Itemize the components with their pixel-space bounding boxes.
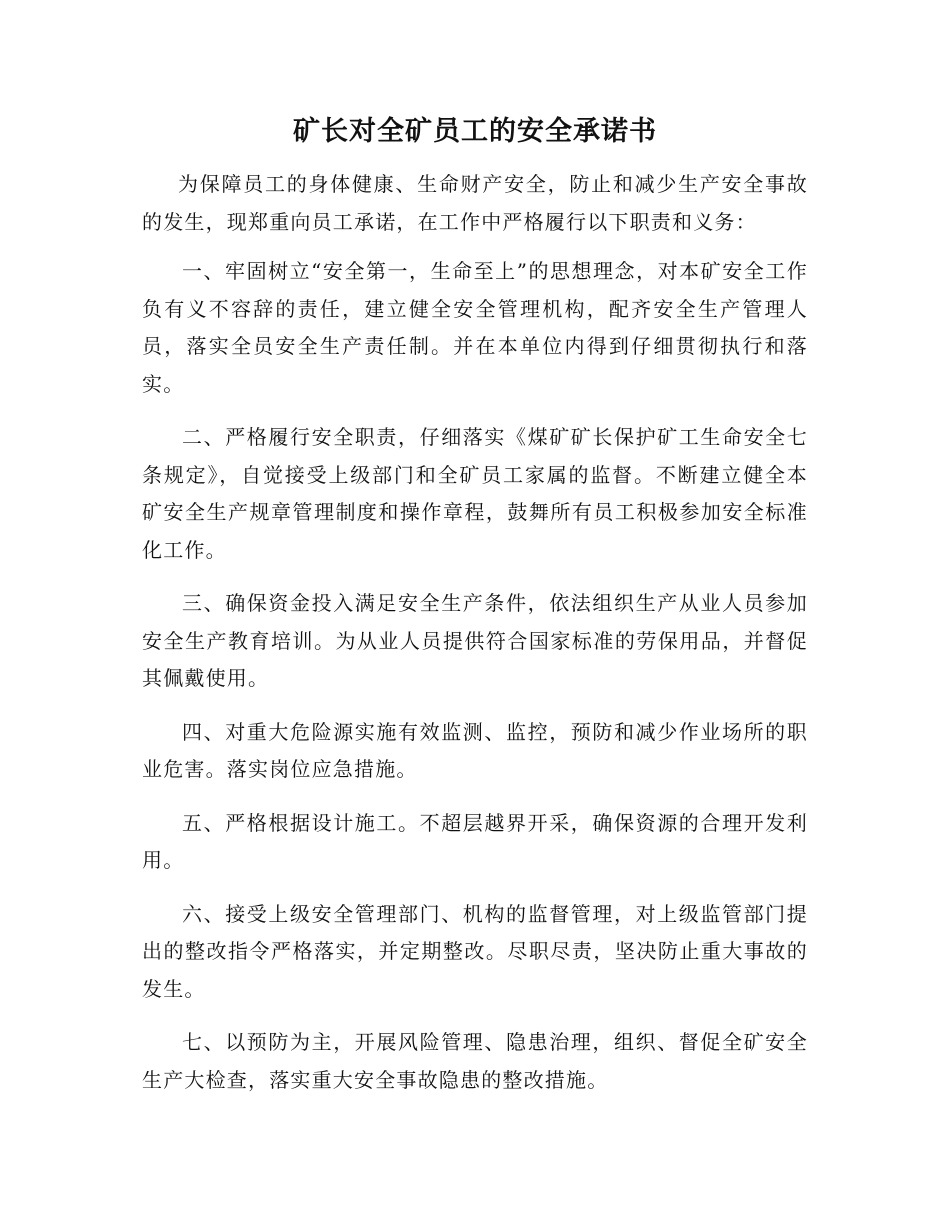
document-title: 矿长对全矿员工的安全承诺书 (293, 116, 657, 147)
commitment-item-7: 七、以预防为主，开展风险管理、隐患治理，组织、督促全矿安全生产大检查，落实重大安全事故隐患的整改措施。 (142, 1030, 808, 1092)
document-body (142, 166, 808, 1115)
intro-paragraph: 为保障员工的身体健康、生命财产安全，防止和减少生产安全事故的发生，现郑重向员工承诺，在工作中严格履行以下职责和义务： (142, 172, 808, 234)
commitment-item-3: 三、确保资金投入满足安全生产条件，依法组织生产从业人员参加安全生产教育培训。为从业人员提供符合国家标准的劳保用品，并督促其佩戴使用。 (142, 591, 808, 690)
commitment-item-6: 六、接受上级安全管理部门、机构的监督管理，对上级监管部门提出的整改指令严格落实，并定期整改。尽职尽责，坚决防止重大事故的发生。 (142, 901, 808, 1001)
commitment-item-1: 一、牢固树立“安全第一，生命至上”的思想理念，对本矿安全工作负有义不容辞的责任，建立健全安全管理机构，配齐安全生产管理人员，落实全员安全生产责任制。并在本单位内得到仔细贯彻执行和落实。 (142, 259, 808, 396)
commitment-item-5: 五、严格根据设计施工。不超层越界开采，确保资源的合理开发利用。 (142, 810, 808, 872)
commitment-item-4: 四、对重大危险源实施有效监测、监控，预防和减少作业场所的职业危害。落实岗位应急措施。 (142, 719, 808, 781)
commitment-item-2: 二、严格履行安全职责，仔细落实《煤矿矿长保护矿工生命安全七条规定》，自觉接受上级部门和全矿员工家属的监督。不断建立健全本矿安全生产规章管理制度和操作章程，鼓舞所有员工积极参加安全标准化工作。 (142, 425, 808, 562)
